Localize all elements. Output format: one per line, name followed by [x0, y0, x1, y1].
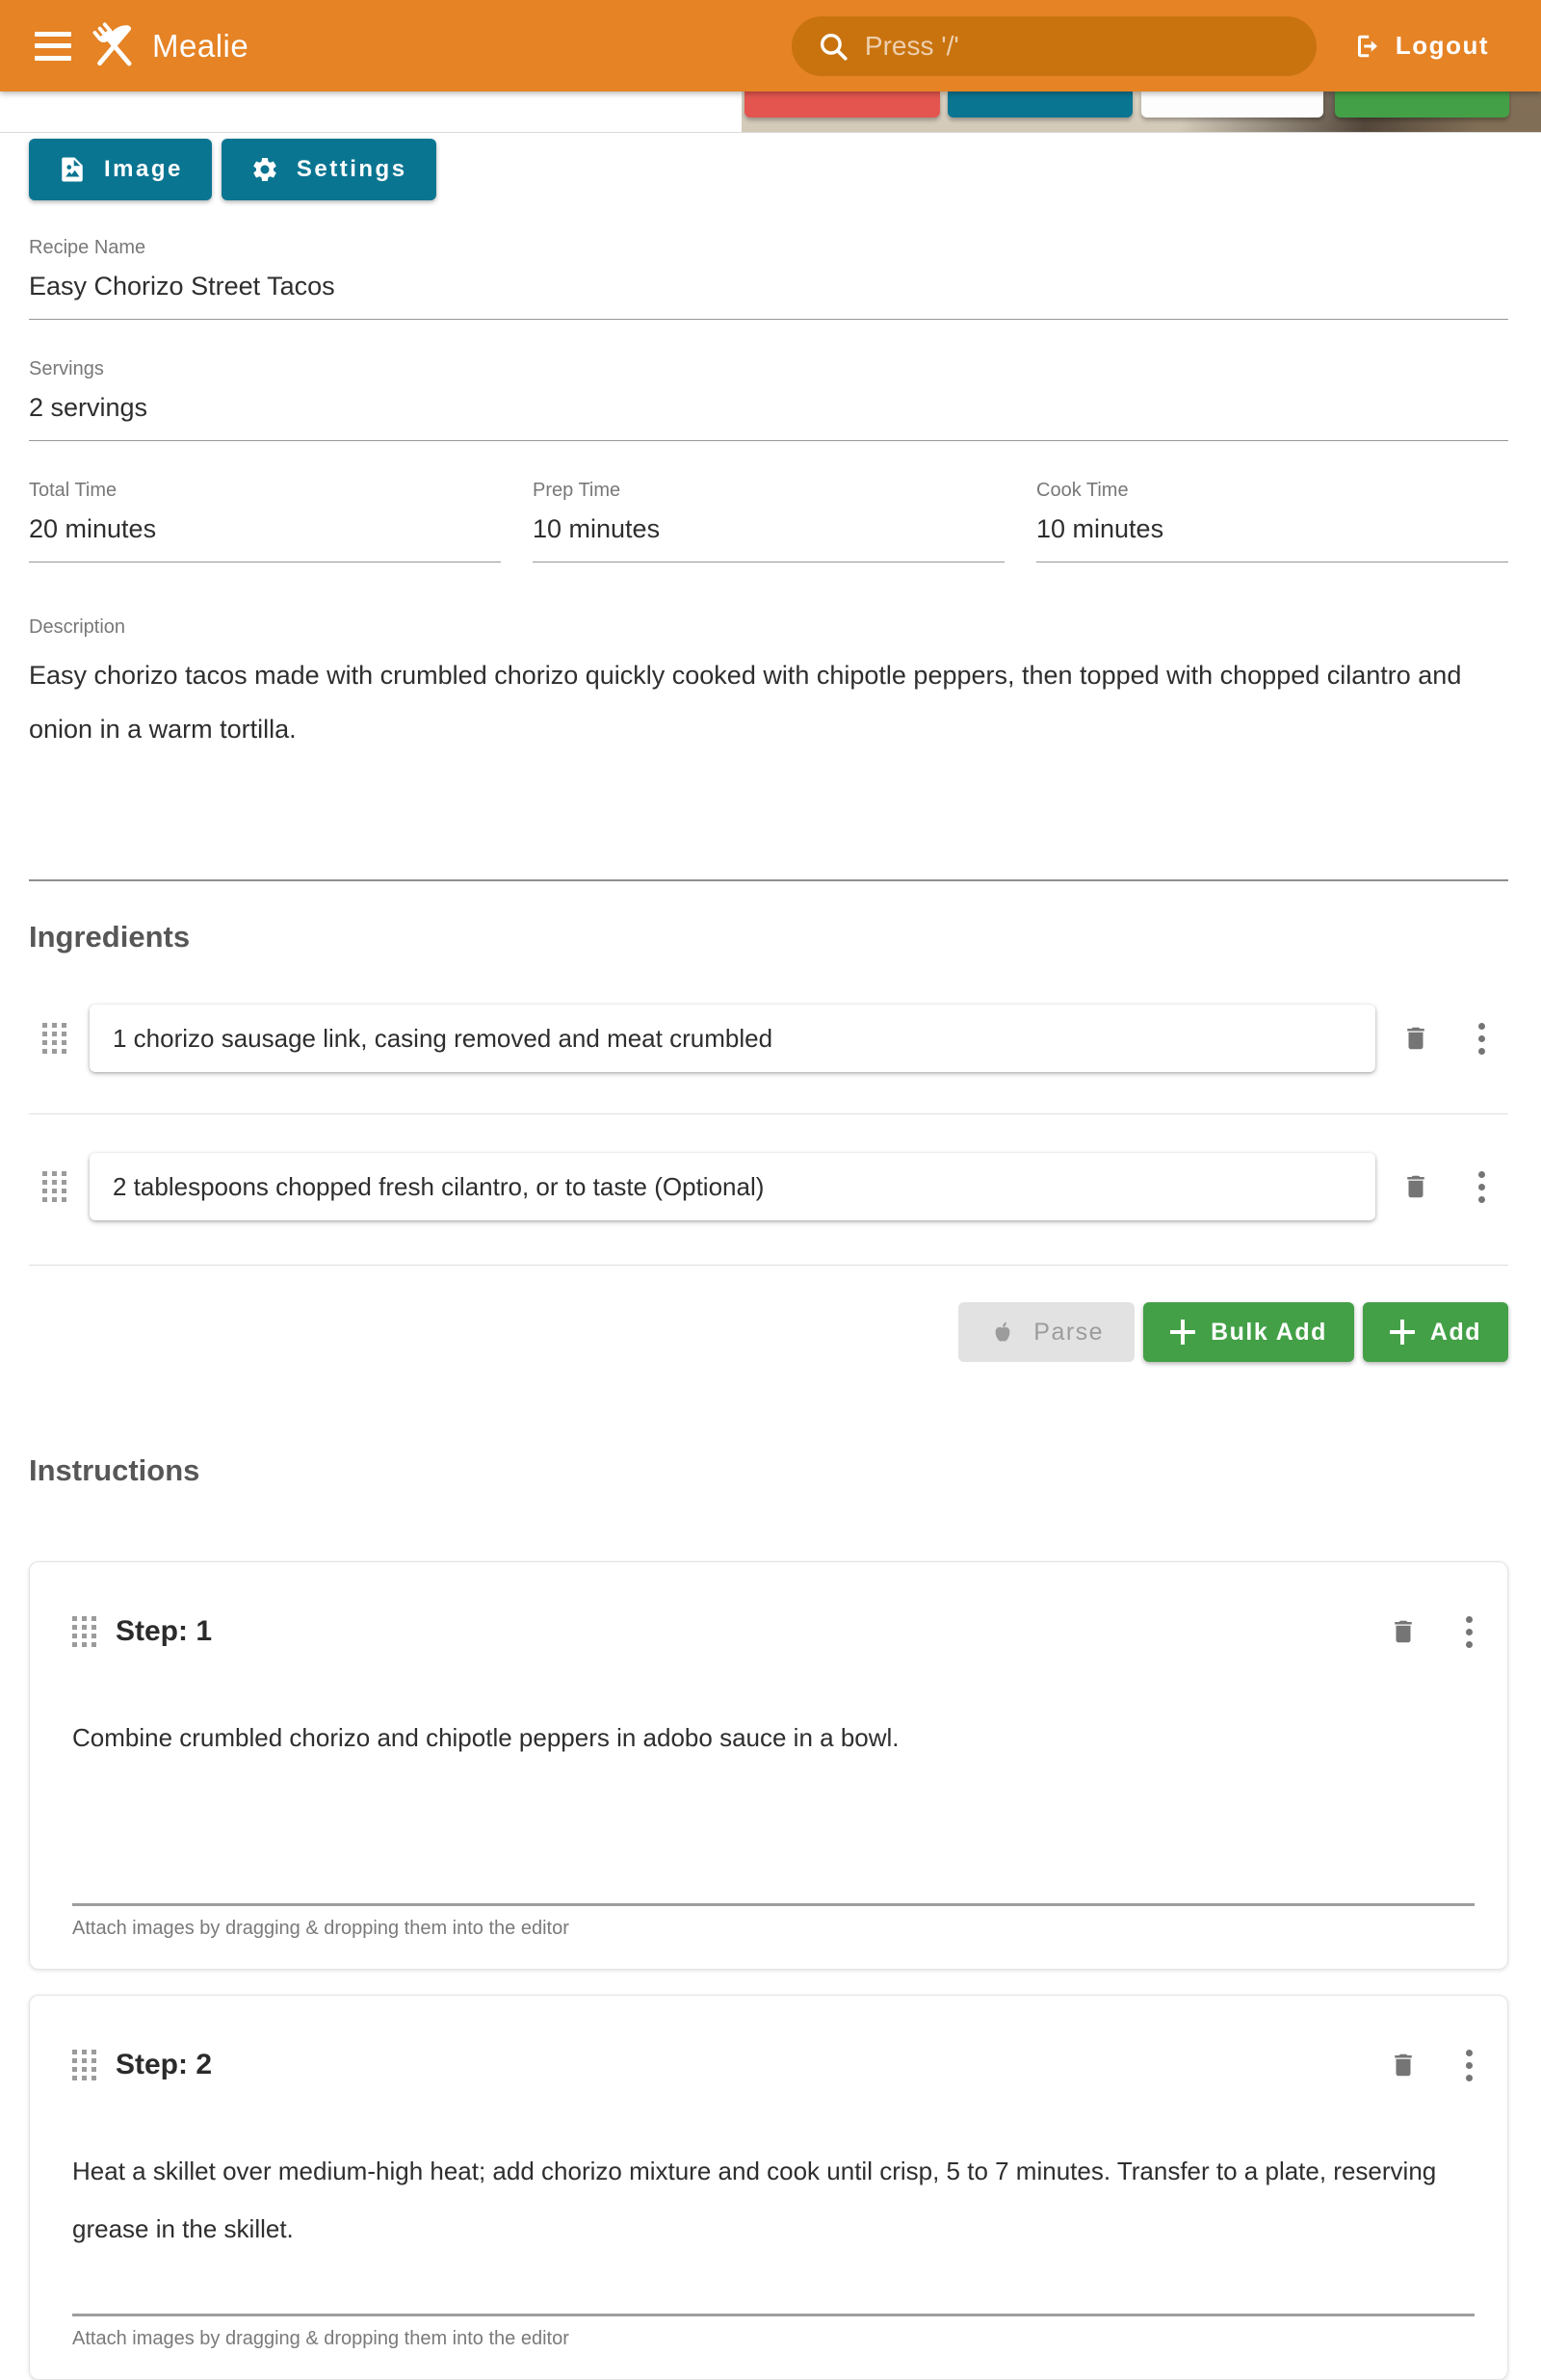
logout-label: Logout: [1395, 31, 1489, 60]
step-text-editor[interactable]: Combine crumbled chorizo and chipotle peppers in adobo sauce in a bowl.: [72, 1723, 900, 1752]
recipe-name-label: Recipe Name: [29, 237, 146, 258]
search-icon: [817, 30, 849, 63]
search-input[interactable]: [792, 16, 1317, 76]
step-options-button[interactable]: [1463, 1612, 1475, 1651]
ingredient-options-button[interactable]: [1476, 1019, 1487, 1058]
total-time-field: [29, 480, 501, 562]
total-time-label: Total Time: [29, 480, 118, 501]
add-button-label: Add: [1429, 1318, 1481, 1346]
times-row: [29, 480, 1508, 562]
step-footer: [72, 2314, 1475, 2350]
instruction-step-card: [29, 1561, 1508, 1970]
drag-handle-icon[interactable]: [42, 1023, 66, 1054]
ingredient-options-button[interactable]: [1476, 1167, 1487, 1206]
trash-icon: [1389, 2050, 1418, 2080]
action-button-white-partial[interactable]: [1141, 92, 1323, 118]
action-button-teal-partial[interactable]: [948, 92, 1133, 118]
search-placeholder: Press '/': [864, 30, 959, 61]
editor-toolbar: [29, 139, 1508, 200]
delete-step-button[interactable]: [1388, 2048, 1419, 2082]
bulk-add-button-label: Bulk Add: [1211, 1318, 1327, 1346]
drag-handle-icon[interactable]: [72, 2050, 96, 2080]
prep-time-field: [533, 480, 1005, 562]
description-field: [29, 616, 1508, 881]
logout-button[interactable]: [1353, 31, 1489, 61]
ingredient-divider: [29, 1113, 1508, 1114]
servings-field: [29, 358, 1508, 441]
plus-icon: [1170, 1320, 1195, 1345]
ingredient-input[interactable]: [90, 1153, 1375, 1220]
menu-icon[interactable]: [35, 32, 71, 61]
instructions-heading: Instructions: [29, 1453, 200, 1487]
step-title: Step: 2: [116, 2049, 213, 2080]
description-input[interactable]: Easy chorizo tacos made with crumbled chorizo quickly cooked with chipotle peppers, then topped with chopped cilantro and onion in a warm tortilla.: [29, 661, 1462, 744]
image-icon: [58, 155, 87, 184]
recipe-name-input[interactable]: Easy Chorizo Street Tacos: [29, 272, 335, 301]
ingredient-text: 2 tablespoons chopped fresh cilantro, or to taste (Optional): [113, 1171, 765, 1201]
trash-icon: [1389, 1616, 1418, 1647]
ingredients-heading: Ingredients: [29, 920, 191, 954]
cook-time-label: Cook Time: [1036, 480, 1129, 501]
total-time-input[interactable]: 20 minutes: [29, 514, 157, 543]
step-header: [72, 2046, 1475, 2084]
instruction-step-card: [29, 1995, 1508, 2380]
servings-input[interactable]: 2 servings: [29, 393, 148, 422]
parse-button[interactable]: [958, 1302, 1135, 1362]
trash-icon: [1401, 1171, 1430, 1202]
recipe-name-field: [29, 237, 1508, 320]
prep-time-label: Prep Time: [533, 480, 621, 501]
step-text-editor[interactable]: Heat a skillet over medium-high heat; add chorizo mixture and cook until crisp, 5 to 7 minutes. Transfer to a plate, reserving grease in the skillet.: [72, 2157, 1437, 2243]
bulk-add-button[interactable]: [1143, 1302, 1354, 1362]
recipe-edit-form: [0, 139, 1541, 2380]
cook-time-field: [1036, 480, 1508, 562]
action-button-green-partial[interactable]: [1335, 92, 1509, 118]
trash-icon: [1401, 1023, 1430, 1054]
recipe-image-strip: [0, 92, 1541, 133]
delete-ingredient-button[interactable]: [1400, 1021, 1431, 1056]
ingredient-input[interactable]: [90, 1005, 1375, 1072]
ingredient-row: [29, 1153, 1508, 1220]
step-title: Step: 1: [116, 1615, 213, 1647]
app-header: [0, 0, 1541, 92]
settings-button[interactable]: [222, 139, 436, 200]
settings-button-label: Settings: [296, 156, 407, 182]
delete-step-button[interactable]: [1388, 1614, 1419, 1649]
delete-ingredient-button[interactable]: [1400, 1169, 1431, 1204]
servings-label: Servings: [29, 358, 104, 379]
step-header: [72, 1612, 1475, 1651]
editor-divider: [72, 1903, 1475, 1906]
attach-images-hint: Attach images by dragging & dropping them into the editor: [72, 1918, 569, 1939]
plus-icon: [1390, 1320, 1415, 1345]
add-ingredient-button[interactable]: [1363, 1302, 1508, 1362]
action-button-red-partial[interactable]: [744, 92, 940, 118]
step-options-button[interactable]: [1463, 2046, 1475, 2084]
parse-button-label: Parse: [1033, 1318, 1105, 1346]
attach-images-hint: Attach images by dragging & dropping them into the editor: [72, 2328, 569, 2349]
image-button-label: Image: [104, 156, 183, 182]
image-button[interactable]: [29, 139, 212, 200]
prep-time-input[interactable]: 10 minutes: [533, 514, 661, 543]
drag-handle-icon[interactable]: [72, 1616, 96, 1647]
editor-divider: [72, 2314, 1475, 2316]
step-footer: [72, 1903, 1475, 1940]
ingredient-text: 1 chorizo sausage link, casing removed and meat crumbled: [113, 1023, 773, 1053]
mealie-logo-icon[interactable]: [92, 19, 137, 73]
cook-time-input[interactable]: 10 minutes: [1036, 514, 1164, 543]
apple-icon: [989, 1319, 1016, 1346]
app-title: Mealie: [152, 27, 249, 64]
logout-icon: [1353, 32, 1382, 61]
ingredient-divider: [29, 1265, 1508, 1266]
ingredient-row: [29, 1005, 1508, 1072]
description-label: Description: [29, 616, 126, 638]
gear-icon: [250, 155, 279, 184]
ingredient-actions: [29, 1302, 1508, 1362]
drag-handle-icon[interactable]: [42, 1171, 66, 1202]
